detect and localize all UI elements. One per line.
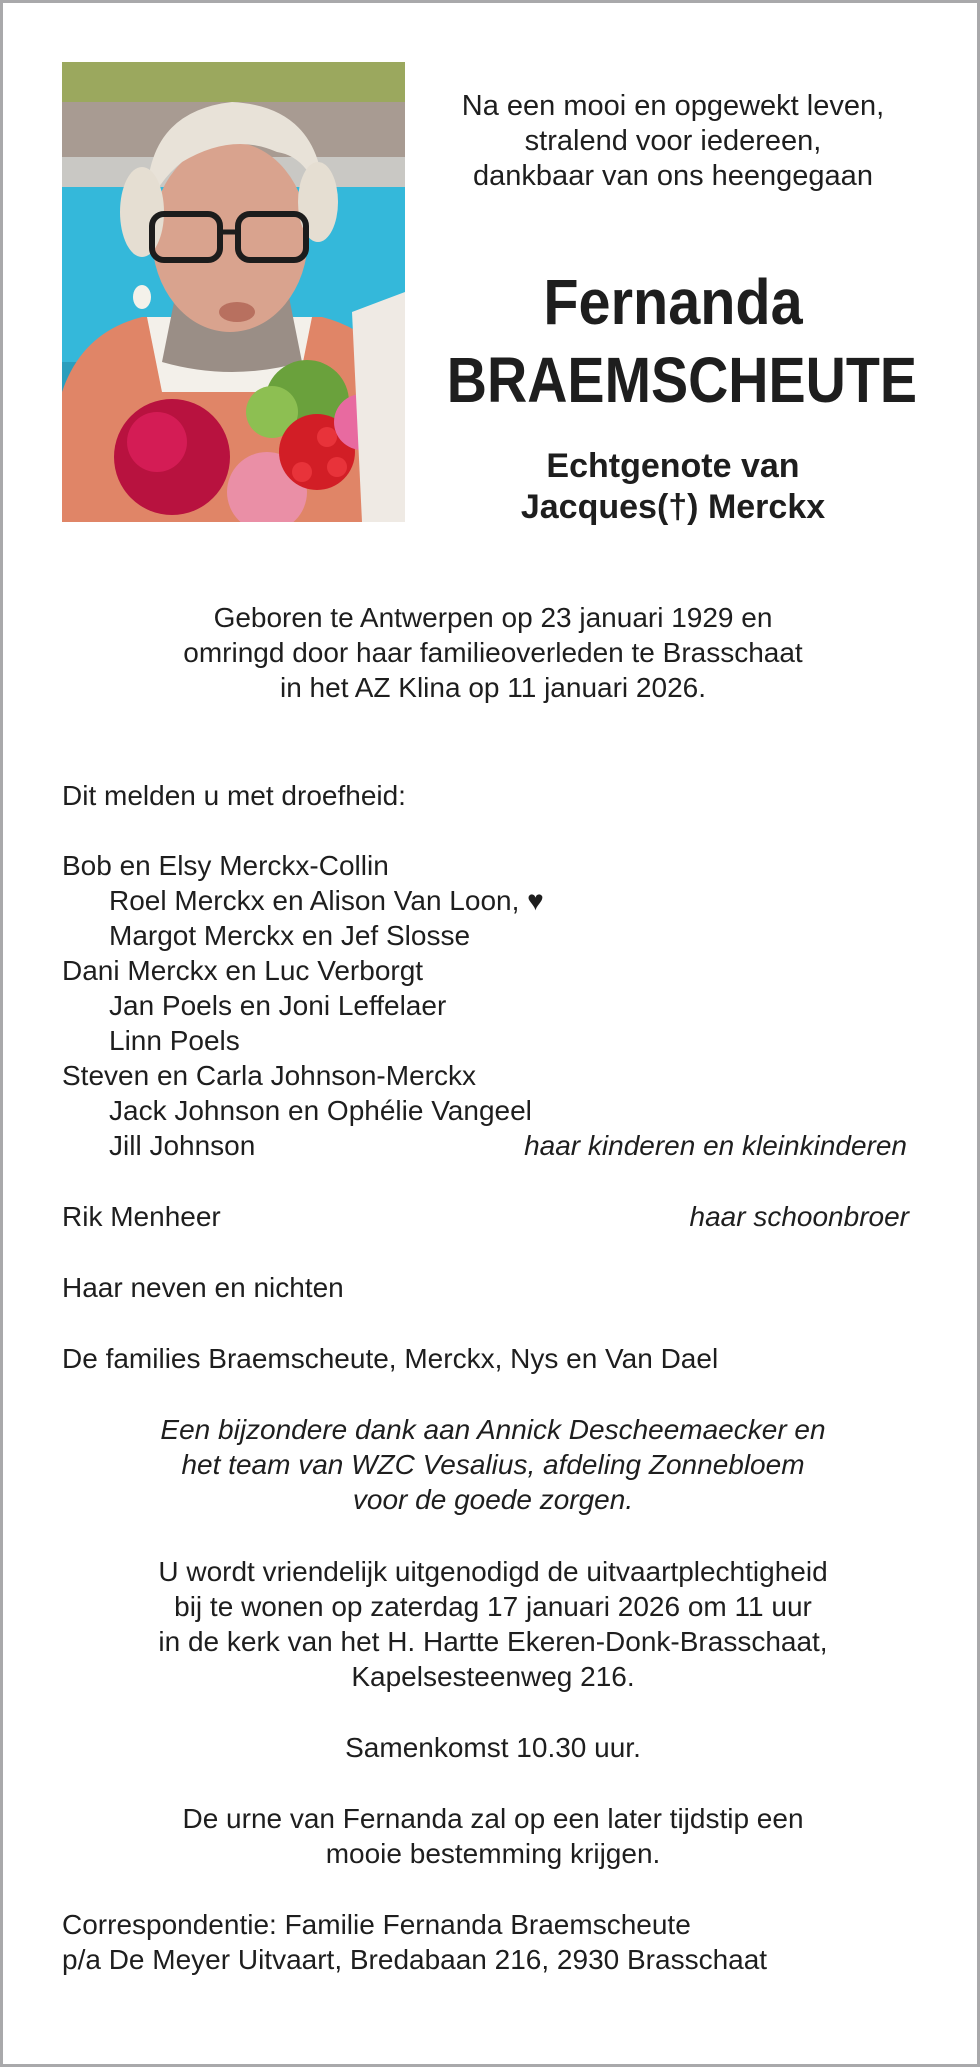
funeral-line: Kapelsesteenweg 216.	[351, 1661, 635, 1692]
brother-in-law-role: haar schoonbroer	[689, 1201, 909, 1232]
intro-text	[423, 89, 923, 194]
family-member: Roel Merckx en Alison Van Loon, ♥	[109, 885, 544, 916]
spouse-line: Echtgenote van	[546, 447, 800, 485]
spouse-info	[423, 446, 923, 528]
urn-info	[62, 1801, 924, 1871]
birth-line: omringd door haar familieoverleden te Brasschaat	[183, 637, 803, 668]
thanks-text	[62, 1412, 924, 1517]
funeral-line: in de kerk van het H. Hartte Ekeren-Donk-Brasschaat,	[158, 1626, 828, 1657]
families: De families Braemscheute, Merckx, Nys en Van Dael	[62, 1343, 719, 1374]
family-member: Dani Merckx en Luc Verborgt	[62, 955, 424, 986]
family-member: Bob en Elsy Merckx-Collin	[62, 850, 389, 881]
intro-line: stralend voor iedereen,	[524, 125, 822, 157]
children-role: haar kinderen en kleinkinderen	[524, 1130, 907, 1161]
funeral-info	[62, 1554, 924, 1694]
family-member: Linn Poels	[109, 1025, 240, 1056]
spouse-line: Jacques(†) Merckx	[520, 488, 826, 526]
birth-line: Geboren te Antwerpen op 23 januari 1929 en	[213, 602, 773, 633]
intro-line: Na een mooi en opgewekt leven,	[461, 90, 885, 122]
correspondence-line: Correspondentie: Familie Fernanda Braemscheute	[62, 1909, 691, 1940]
thanks-line: voor de goede zorgen.	[352, 1484, 634, 1515]
birth-info	[62, 600, 924, 705]
deceased-last-name: BRAEMSCHEUTE	[446, 344, 918, 416]
announcement: Dit melden u met droefheid:	[62, 780, 406, 811]
family-member: Steven en Carla Johnson-Merckx	[62, 1060, 476, 1091]
family-member: Margot Merckx en Jef Slosse	[109, 920, 471, 951]
correspondence-line: p/a De Meyer Uitvaart, Bredabaan 216, 2930 Brasschaat	[62, 1944, 768, 1975]
urn-line: mooie bestemming krijgen.	[325, 1838, 661, 1869]
brother-in-law-name: Rik Menheer	[62, 1201, 221, 1232]
thanks-line: Een bijzondere dank aan Annick Descheemaecker en	[160, 1414, 826, 1445]
urn-line: De urne van Fernanda zal op een later tijdstip een	[182, 1803, 804, 1834]
family-member: Jill Johnson	[109, 1130, 256, 1161]
family-member: Jan Poels en Joni Leffelaer	[109, 990, 447, 1021]
gathering-time: Samenkomst 10.30 uur.	[345, 1732, 641, 1763]
funeral-line: U wordt vriendelijk uitgenodigd de uitvaartplechtigheid	[158, 1556, 828, 1587]
birth-line: in het AZ Klina op 11 januari 2026.	[279, 672, 706, 703]
funeral-line: bij te wonen op zaterdag 17 januari 2026 om 11 uur	[174, 1591, 812, 1622]
family-member: Jack Johnson en Ophélie Vangeel	[109, 1095, 532, 1126]
portrait-photo	[62, 62, 405, 522]
deceased-first-name: Fernanda	[543, 266, 803, 338]
nephews-nieces: Haar neven en nichten	[62, 1272, 344, 1303]
thanks-line: het team van WZC Vesalius, afdeling Zonnebloem	[181, 1449, 805, 1480]
intro-line: dankbaar van ons heengegaan	[473, 160, 873, 192]
